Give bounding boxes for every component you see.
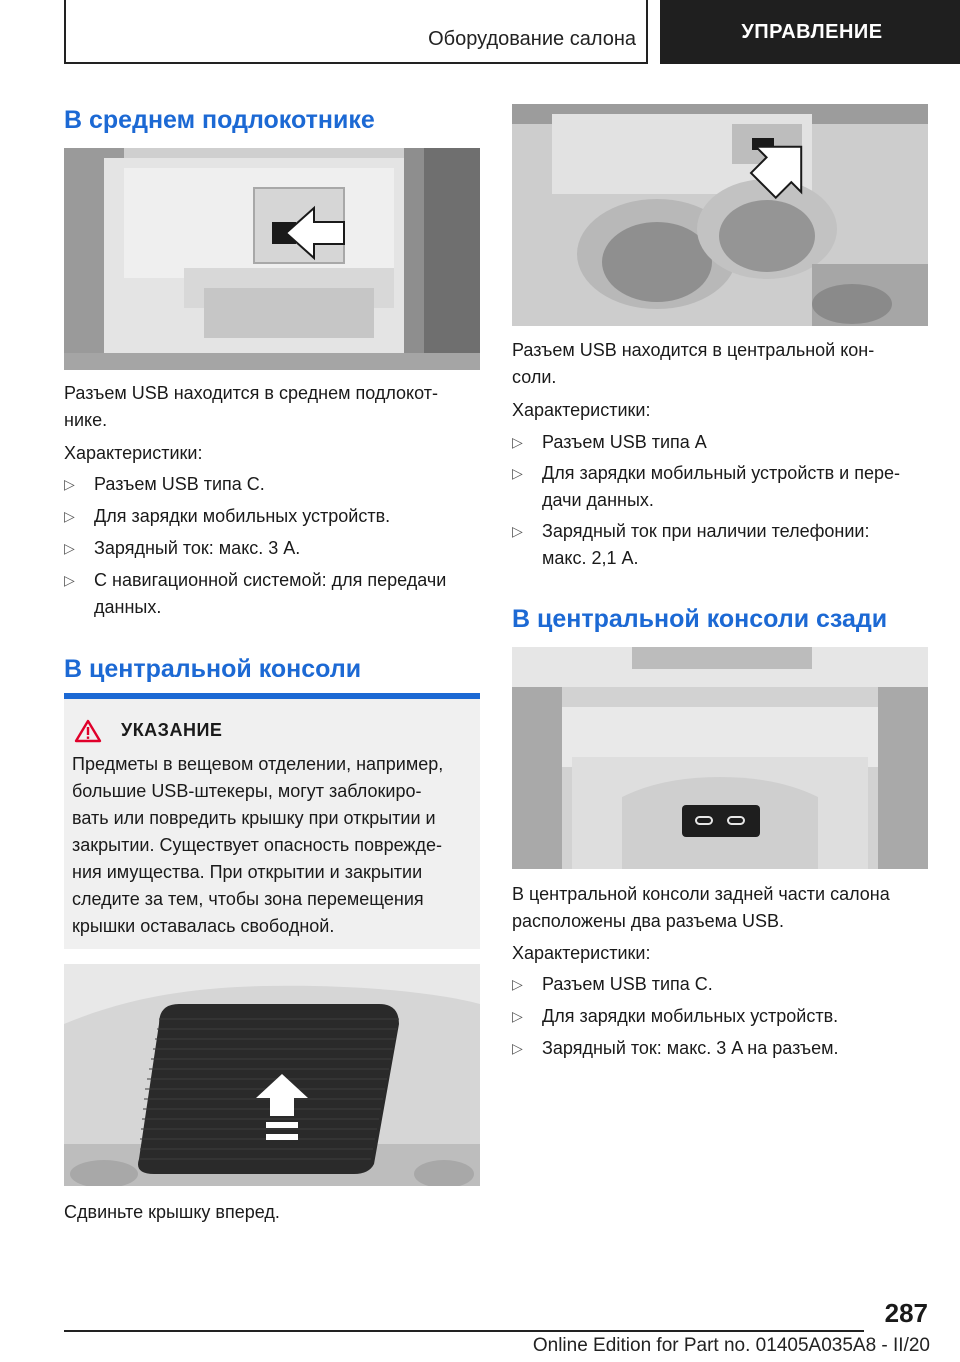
bullet-triangle-icon: ▷: [512, 465, 523, 481]
header-divider: [646, 0, 648, 64]
bullet-triangle-icon: ▷: [512, 523, 523, 539]
rear-description: В центральной консоли задней части салона расположены два разъема USB.: [512, 884, 890, 931]
list-item: ▷ Зарядный ток: макс. 3 A.: [64, 535, 480, 562]
list-item: ▷ Зарядный ток при наличии телефонии: макс. 2,1 A.: [512, 518, 928, 572]
bullet-triangle-icon: ▷: [512, 1040, 523, 1056]
list-item: ▷ Для зарядки мобильных устройств.: [64, 503, 480, 530]
header-left-rule: [64, 0, 66, 64]
list-item: ▷ Разъем USB типа C.: [64, 471, 480, 498]
armrest-description: [64, 380, 480, 434]
heading-rear-console: В центральной консоли сзади: [512, 605, 888, 633]
heading-armrest: В среднем подлокотнике: [64, 106, 375, 134]
photo-console-cover: [64, 964, 480, 1186]
armrest-description-line2: нике.: [64, 410, 108, 430]
photo-armrest-usb: [64, 148, 480, 370]
header-chapter-label: УПРАВЛЕНИЕ: [741, 20, 883, 43]
list-item: ▷ Для зарядки мобильных устройств.: [512, 1003, 928, 1030]
armrest-description-line1: Разъем USB находится в среднем подлокот-: [64, 383, 438, 403]
header-bottom-rule: [64, 62, 648, 64]
list-item: ▷ Разъем USB типа C.: [512, 971, 928, 998]
footer-rule: [64, 1330, 864, 1332]
edition-info: Online Edition for Part no. 01405A035A8 - II/20: [532, 1335, 930, 1356]
page-number: 287: [884, 1298, 928, 1328]
rear-features-label: Характеристики:: [512, 943, 651, 963]
heading-console: В центральной консоли: [64, 655, 362, 683]
list-item: ▷ Разъем USB типа A: [512, 429, 928, 456]
bullet-triangle-icon: ▷: [512, 434, 523, 450]
warning-triangle-icon: [74, 719, 102, 743]
bullet-triangle-icon: ▷: [64, 540, 75, 556]
bullet-triangle-icon: ▷: [512, 1008, 523, 1024]
bullet-triangle-icon: ▷: [512, 976, 523, 992]
header-section-title: Оборудование салона: [428, 28, 636, 50]
warning-text: Предметы в вещевом отделении, например, большие USB-штекеры, могут заблокиро- вать или повредить крышку при открытии и закрытии. Существует опасность поврежде- ния имущества. При открытии и закрытии следите за тем, чтобы зона перемещения крышки оставалась свободной.: [72, 754, 444, 936]
cover-caption: Сдвиньте крышку вперед.: [64, 1202, 280, 1222]
armrest-features-label: Характеристики:: [64, 443, 203, 463]
console-description: Разъем USB находится в центральной кон- соли.: [512, 340, 875, 387]
list-item: ▷ С навигационной системой: для передачи данных.: [64, 567, 480, 621]
photo-rear-console-usb: [512, 647, 928, 869]
bullet-triangle-icon: ▷: [64, 572, 75, 588]
bullet-triangle-icon: ▷: [64, 476, 75, 492]
console-features-label: Характеристики:: [512, 400, 651, 420]
list-item: ▷ Для зарядки мобильный устройств и пере- дачи данных.: [512, 460, 928, 514]
warning-title: УКАЗАНИЕ: [121, 720, 223, 740]
photo-front-console-usb: [512, 104, 928, 326]
bullet-triangle-icon: ▷: [64, 508, 75, 524]
header-chapter-tab[interactable]: [660, 0, 960, 64]
list-item: ▷ Зарядный ток: макс. 3 A на разъем.: [512, 1035, 928, 1062]
